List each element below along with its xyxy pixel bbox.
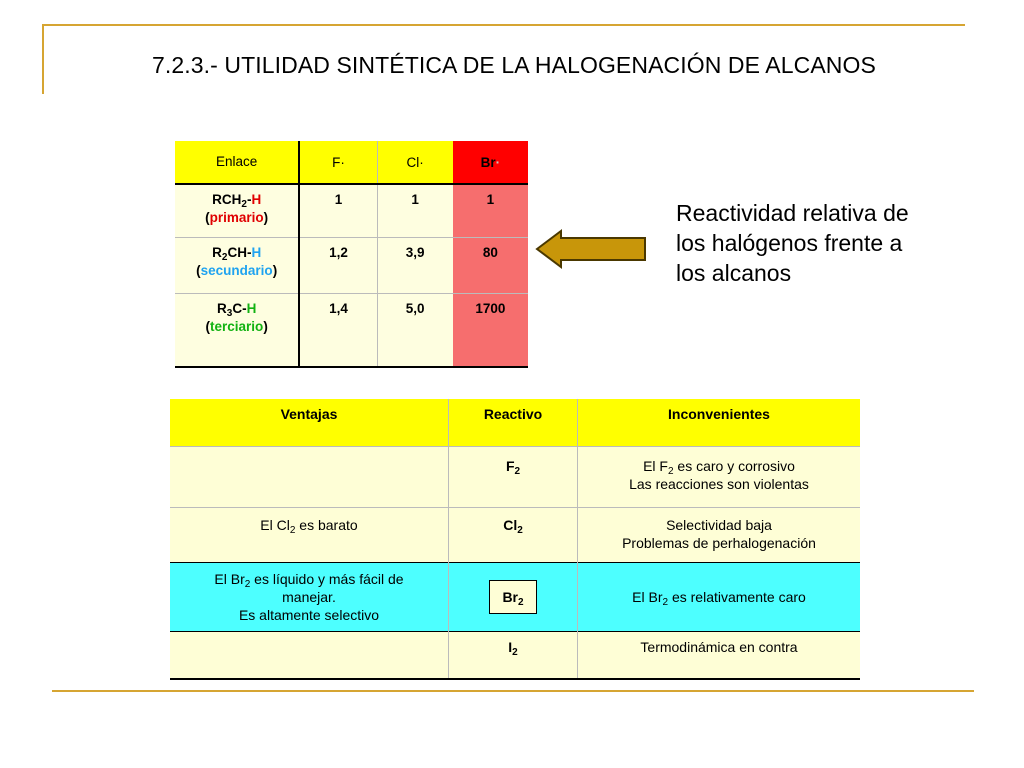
vent-br2-line2: manejar. [282, 589, 336, 605]
bond-primary-type: primario [209, 210, 264, 225]
note-line-2: los halógenos frente a [676, 230, 903, 256]
ventajas-f2 [170, 447, 449, 508]
inc-f2-line2: Las reacciones son violentas [629, 476, 809, 492]
header-cl: Cl· [377, 141, 453, 184]
vent-cl2-sub: 2 [289, 525, 296, 536]
reactivo-i2-symbol: I [508, 639, 513, 655]
header-reactivo: Reactivo [449, 399, 578, 447]
reactivo-cl2-symbol: Cl [503, 517, 518, 533]
left-arrow-icon [535, 229, 647, 269]
bond-tertiary-sub: 3 [226, 308, 233, 319]
reactivity-note [676, 198, 909, 288]
vent-cl2-a: El Cl [260, 517, 290, 533]
value-cl-primary: 1 [377, 184, 453, 238]
bond-tertiary-mid: C- [232, 301, 247, 316]
header-br [453, 141, 528, 184]
reactivo-i2 [449, 632, 578, 680]
bond-tertiary-prefix: R [217, 301, 227, 316]
bond-secondary-sub: 2 [221, 252, 228, 263]
frame-bottom-line [52, 690, 974, 692]
header-f: F· [299, 141, 377, 184]
reactivo-f2-sub: 2 [514, 466, 521, 477]
bond-secondary-h: H [251, 245, 262, 260]
value-br-tertiary: 1700 [453, 294, 528, 368]
bond-primary-h: H [251, 192, 262, 207]
value-br-secondary: 80 [453, 238, 528, 294]
header-br-dot: · [495, 154, 501, 170]
vent-cl2-b: es barato [295, 517, 358, 533]
inconvenientes-i2: Termodinámica en contra [578, 632, 861, 680]
inc-f2-a: El F [643, 458, 668, 474]
reactivo-br2-box [489, 580, 536, 614]
inc-cl2-line2: Problemas de perhalogenación [622, 535, 816, 551]
inconvenientes-cl2 [578, 508, 861, 563]
comparison-row-cl2 [170, 508, 860, 563]
slide-title: 7.2.3.- UTILIDAD SINTÉTICA DE LA HALOGENACIÓN DE ALCANOS [152, 52, 876, 78]
reactivity-table [175, 141, 528, 368]
inc-br2-sub: 2 [662, 597, 669, 608]
note-line-1: Reactividad relativa de [676, 200, 909, 226]
comparison-row-i2 [170, 632, 860, 680]
reactivo-i2-sub: 2 [512, 647, 518, 658]
inconvenientes-f2 [578, 447, 861, 508]
reactivity-row-primary [175, 184, 528, 238]
bond-primary-prefix: RCH [212, 192, 242, 207]
inc-br2-a: El Br [632, 589, 663, 605]
bond-secondary-type: secundario [200, 263, 273, 278]
value-f-secondary: 1,2 [299, 238, 377, 294]
ventajas-i2 [170, 632, 449, 680]
reactivo-cl2 [449, 508, 578, 563]
bond-primary-dash: - [246, 192, 252, 207]
bond-tertiary: $R_3C-H$ (terciario) [175, 294, 299, 368]
frame-top-line [42, 24, 965, 26]
comparison-row-f2 [170, 447, 860, 508]
comparison-header-row [170, 399, 860, 447]
reactivo-cl2-sub: 2 [517, 525, 523, 536]
ventajas-cl2 [170, 508, 449, 563]
inconvenientes-br2 [578, 563, 861, 632]
header-inconvenientes: Inconvenientes [578, 399, 861, 447]
frame-left-line [42, 24, 44, 94]
bond-secondary-mid: CH- [227, 245, 252, 260]
inc-br2-b: es relativamente caro [668, 589, 806, 605]
inc-f2-sub: 2 [667, 466, 674, 477]
bond-primary: $RCH_2-H$ (primario) [175, 184, 299, 238]
inc-cl2-line1: Selectividad baja [666, 517, 772, 533]
bond-tertiary-type: terciario [210, 319, 264, 334]
value-cl-secondary: 3,9 [377, 238, 453, 294]
vent-br2-a: El Br [214, 571, 245, 587]
vent-br2-sub: 2 [244, 579, 251, 590]
bond-secondary-prefix: R [212, 245, 222, 260]
vent-br2-line3: Es altamente selectivo [238, 607, 380, 623]
header-br-label: Br [480, 154, 496, 170]
value-f-primary: 1 [299, 184, 377, 238]
reactivity-row-tertiary [175, 294, 528, 368]
header-ventajas: Ventajas [170, 399, 449, 447]
value-f-tertiary: 1,4 [299, 294, 377, 368]
halogen-comparison-table [170, 399, 860, 680]
bond-primary-sub: 2 [241, 199, 247, 210]
header-enlace: Enlace [175, 141, 299, 184]
reactivo-br2-sub: 2 [518, 597, 524, 608]
reactivo-br2 [449, 563, 578, 632]
bond-tertiary-h: H [246, 301, 257, 316]
reactivo-f2 [449, 447, 578, 508]
value-br-primary: 1 [453, 184, 528, 238]
inc-f2-b: es caro y corrosivo [673, 458, 795, 474]
ventajas-br2 [170, 563, 449, 632]
reactivo-f2-symbol: F [505, 458, 515, 474]
note-line-3: los alcanos [676, 260, 792, 286]
comparison-row-br2 [170, 563, 860, 632]
bond-secondary: $R_2CH-H$ (secundario) [175, 238, 299, 294]
value-cl-tertiary: 5,0 [377, 294, 453, 368]
reactivo-br2-symbol: Br [502, 589, 518, 605]
vent-br2-b: es líquido y más fácil de [250, 571, 404, 587]
reactivity-row-secondary [175, 238, 528, 294]
reactivity-header-row [175, 141, 528, 184]
